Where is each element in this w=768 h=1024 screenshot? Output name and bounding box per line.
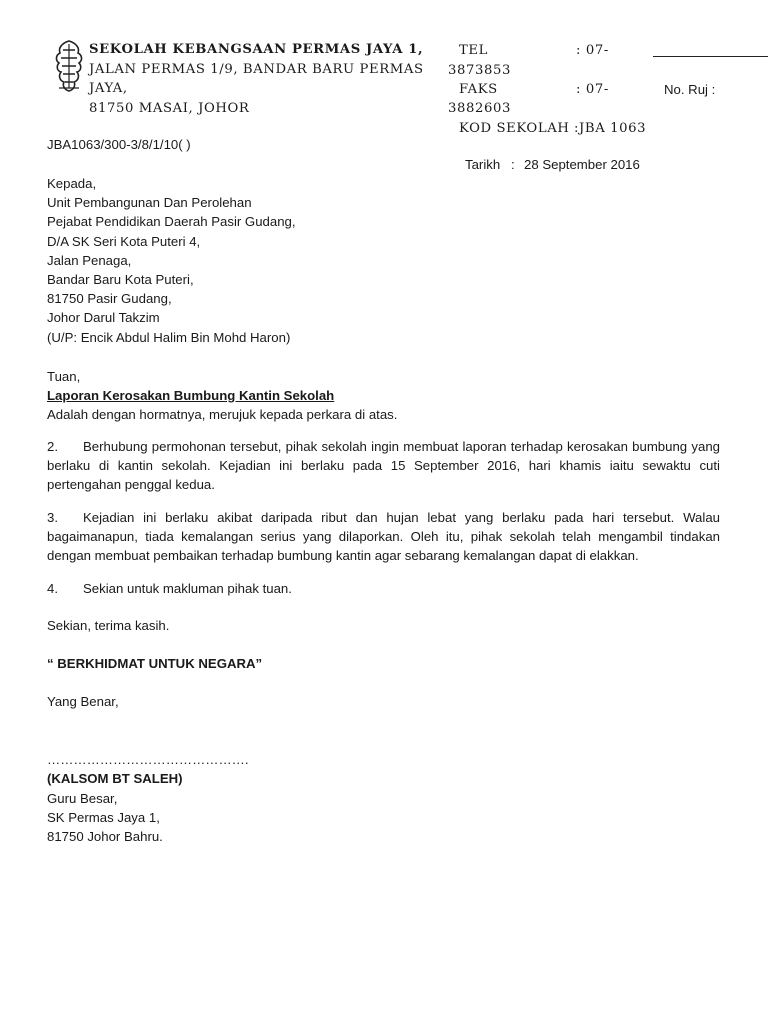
date-value: 28 September 2016: [524, 157, 640, 172]
no-ruj-label: No. Ruj :: [664, 82, 716, 97]
recipient-line: D/A SK Seri Kota Puteri 4,: [47, 234, 201, 249]
paragraph-number: 4.: [47, 581, 58, 596]
recipient-line: Johor Darul Takzim: [47, 310, 160, 325]
salutation: Tuan,: [47, 369, 81, 384]
kod-sekolah-value: :JBA 1063: [574, 121, 647, 136]
paragraph-4: [47, 579, 720, 598]
school-address-line-1: JALAN PERMAS 1/9, BANDAR BARU PERMAS: [89, 62, 424, 77]
faks-number: 3882603: [448, 101, 511, 116]
school-crest-logo: [52, 38, 86, 94]
tel-label: TEL: [459, 43, 488, 58]
faks-colon: : 07-: [576, 82, 609, 97]
paragraph-text: Sekian untuk makluman pihak tuan.: [83, 581, 292, 596]
school-address-line-3: 81750 MASAI, JOHOR: [89, 101, 250, 116]
yang-benar: Yang Benar,: [47, 694, 119, 709]
paragraph-3: [47, 508, 720, 565]
signature-line: ……………………………………….: [47, 752, 249, 767]
date-label: Tarikh: [465, 157, 501, 172]
recipient-line: Pejabat Pendidikan Daerah Pasir Gudang,: [47, 214, 296, 229]
recipient-line: 81750 Pasir Gudang,: [47, 291, 172, 306]
paragraph-text: Berhubung permohonan tersebut, pihak sekolah ingin membuat laporan terhadap kerosakan bumbung yang berlaku di kantin sekolah. Kejadian ini berlaku pada 15 September 2016, hari khamis iaitu sewaktu cuti pertengahan penggal kedua.: [47, 439, 720, 492]
reference-number: JBA1063/300-3/8/1/10( ): [47, 137, 191, 152]
faks-label: FAKS: [459, 82, 498, 97]
signer-title: Guru Besar,: [47, 791, 118, 806]
paragraph-number: 3.: [47, 510, 58, 525]
tel-colon: : 07-: [576, 43, 609, 58]
paragraph-number: 2.: [47, 439, 58, 454]
recipient-line: (U/P: Encik Abdul Halim Bin Mohd Haron): [47, 330, 291, 345]
recipient-line: Jalan Penaga,: [47, 253, 132, 268]
recipient-line: Bandar Baru Kota Puteri,: [47, 272, 194, 287]
school-address-line-2: JAYA,: [89, 81, 128, 96]
letter-subject: Laporan Kerosakan Bumbung Kantin Sekolah: [47, 388, 335, 403]
motto: “ BERKHIDMAT UNTUK NEGARA”: [47, 656, 263, 671]
header-rule: [653, 56, 768, 57]
closing-line: Sekian, terima kasih.: [47, 618, 170, 633]
kod-sekolah-label: KOD SEKOLAH: [459, 121, 570, 136]
recipient-line: Unit Pembangunan Dan Perolehan: [47, 195, 252, 210]
tel-number: 3873853: [448, 63, 511, 78]
signer-school: SK Permas Jaya 1,: [47, 810, 160, 825]
date-separator: :: [511, 157, 515, 172]
signer-city: 81750 Johor Bahru.: [47, 829, 163, 844]
school-name: SEKOLAH KEBANGSAAN PERMAS JAYA 1,: [89, 42, 424, 57]
recipient-line: Kepada,: [47, 176, 97, 191]
paragraph-2: [47, 437, 720, 494]
opening-line: Adalah dengan hormatnya, merujuk kepada perkara di atas.: [47, 407, 398, 422]
signer-name: (KALSOM BT SALEH): [47, 771, 183, 786]
paragraph-text: Kejadian ini berlaku akibat daripada ribut dan hujan lebat yang berlaku pada hari tersebut. Walau bagaimanapun, tiada kemalangan serius yang dilaporkan. Oleh itu, pihak sekolah telah mengambil tindakan dengan membuat pembaikan terhadap bumbung kantin agar sebarang kemalangan dapat di elakkan.: [47, 510, 720, 563]
